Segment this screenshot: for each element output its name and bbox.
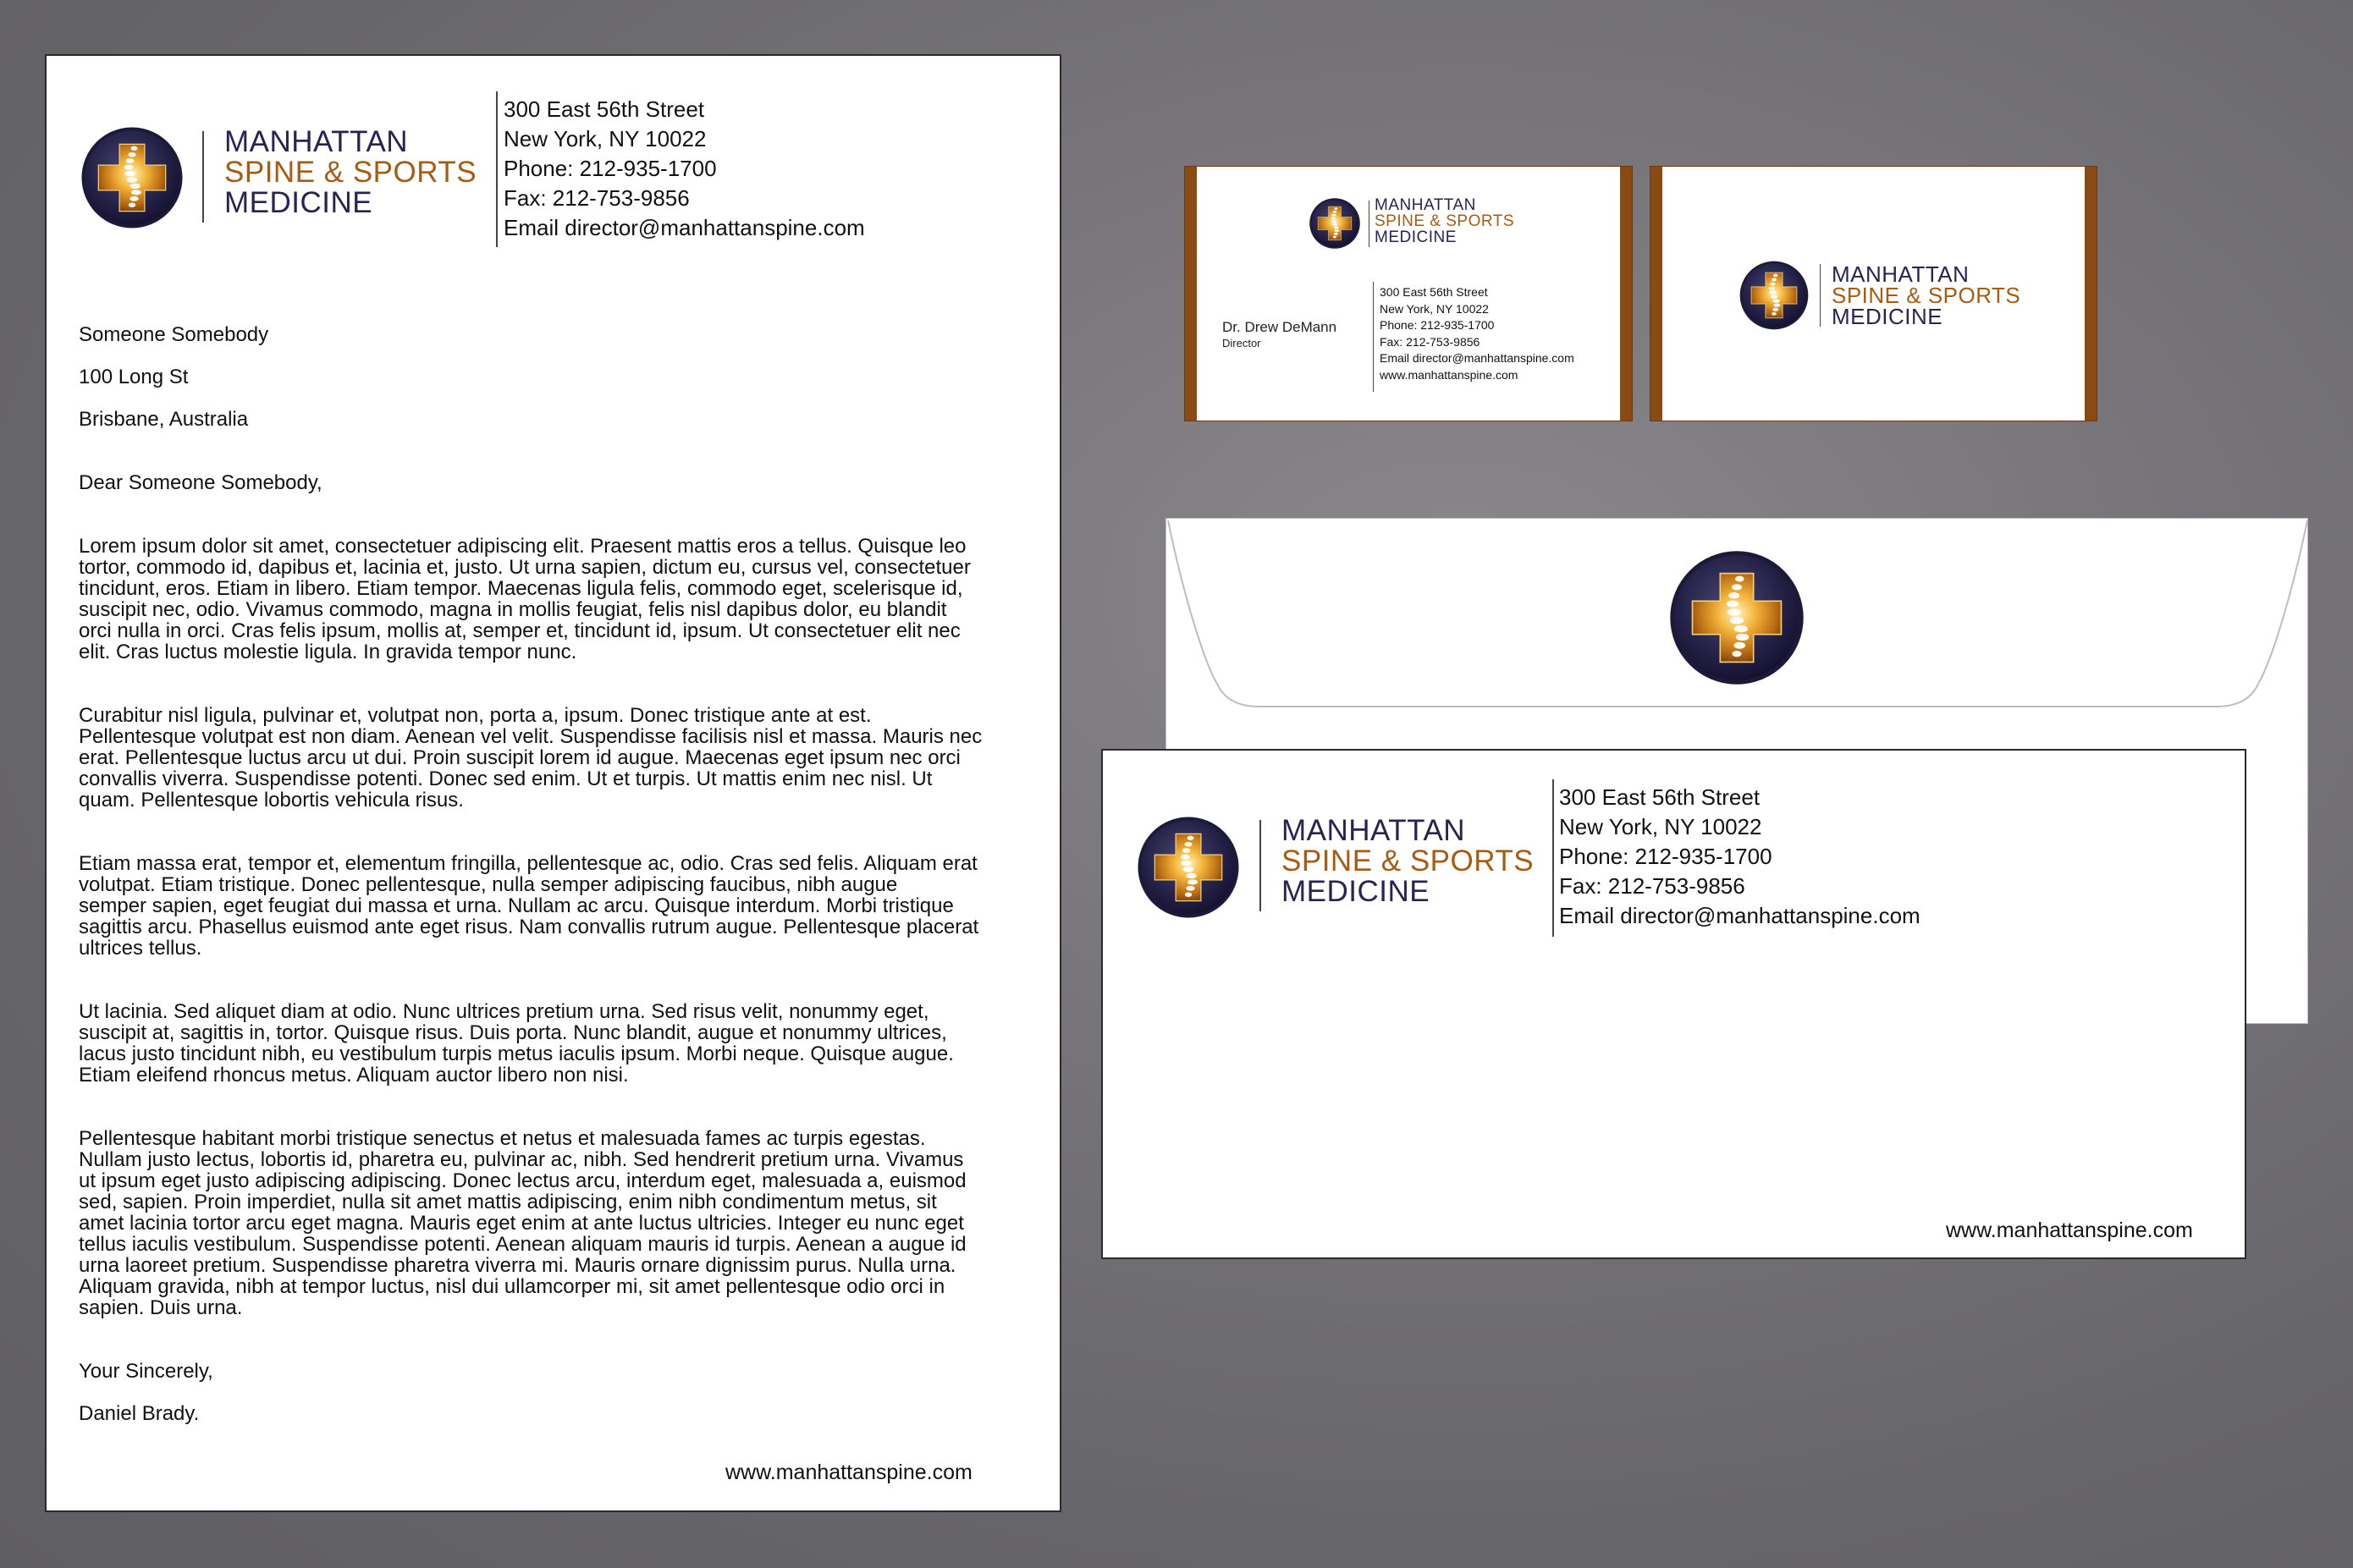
card-address-block [1380, 284, 1574, 383]
brand-line-1: MANHATTAN [224, 125, 409, 158]
logo-divider [1820, 264, 1821, 327]
street-address: 300 East 56th Street [1380, 285, 1488, 299]
fax-number: Fax: 212-753-9856 [504, 185, 690, 211]
phone-number: Phone: 212-935-1700 [1380, 318, 1495, 332]
website: www.manhattanspine.com [1380, 367, 1518, 382]
recipient-street: 100 Long St [79, 366, 189, 388]
spine-cross-logo-icon [1309, 197, 1361, 250]
street-address: 300 East 56th Street [504, 96, 705, 122]
signature: Daniel Brady. [79, 1402, 200, 1425]
brand-line-3: MEDICINE [224, 186, 373, 219]
recipient-name: Someone Somebody [79, 323, 269, 346]
brand-line-2: SPINE & SPORTS [1281, 845, 1535, 878]
paragraph: Ut lacinia. Sed aliquet diam at odio. Nunc ultrices pretium urna. Sed risus velit, nonummy eget, suscipit at, sagittis in, tortor. Quisque risus. Duis porta. Nunc blandit, augue et nonummy ultrices, lacus justo tincidunt nibh, eu vestibulum turpis metus iaculis ipsum. Morbi neque. Quisque augue. Etiam eleifend rhoncus metus. Aliquam auctor libero non nisi. [79, 1000, 954, 1087]
business-card-back [1650, 167, 2097, 421]
email-address: Email director@manhattanspine.com [504, 215, 865, 240]
envelope-address-block [1559, 783, 1920, 931]
city-address: New York, NY 10022 [504, 126, 707, 151]
logo-divider [1259, 820, 1261, 911]
fax-number: Fax: 212-753-9856 [1380, 334, 1480, 349]
person-name: Dr. Drew DeMann [1222, 319, 1337, 335]
logo-divider [202, 131, 204, 223]
recipient-city: Brisbane, Australia [79, 408, 249, 431]
paragraph: Lorem ipsum dolor sit amet, consectetuer adipiscing elit. Praesent mattis eros a tellus. Quisque leo tortor, commodo id, dapibus et, lacinia et, justo. Ut urna sapien, dictum eu, cursus vel, consectetuer tincidunt, eros. Etiam in libero. Etiam tempor. Maecenas ligula felis, commodo eget, scelerisque id, suscipit nec, odio. Vivamus commodo, magna in mollis feugiat, felis nisl dapibus dolor, eu blandit orci nulla in orci. Cras felis ipsum, mollis at, semper et, tincidunt id, ipsum. Ut consectetuer elit nec elit. Cras luctus molestie ligula. In gravida tempor nunc. [79, 535, 971, 663]
business-card-front [1185, 167, 1632, 421]
spine-cross-logo-icon [1667, 548, 1806, 687]
letterhead-website: www.manhattanspine.com [725, 1461, 973, 1484]
letterhead-address-block [504, 95, 865, 243]
closing: Your Sincerely, [79, 1360, 213, 1383]
phone-number: Phone: 212-935-1700 [1559, 844, 1772, 869]
address-divider [1373, 282, 1374, 392]
city-address: New York, NY 10022 [1559, 814, 1762, 839]
spine-cross-logo-icon [80, 125, 185, 230]
city-address: New York, NY 10022 [1380, 301, 1489, 316]
street-address: 300 East 56th Street [1559, 784, 1761, 810]
email-address: Email director@manhattanspine.com [1559, 903, 1920, 928]
brand-line-3: MEDICINE [1375, 228, 1457, 246]
brand-line-1: MANHATTAN [1832, 261, 1970, 287]
envelope-website: www.manhattanspine.com [1946, 1219, 2193, 1242]
email-address: Email director@manhattanspine.com [1380, 351, 1574, 365]
brand-line-2: SPINE & SPORTS [1375, 212, 1515, 230]
paragraph: Etiam massa erat, tempor et, elementum fringilla, pellentesque ac, odio. Cras sed felis. Aliquam erat volutpat. Etiam tristique. Donec pellentesque, nulla semper adipiscing faucibus, nibh augue semper sapien, eget feugiat dui massa et urna. Nullam ac arcu. Quisque interdum. Morbi tristique sagittis arcu. Phasellus euismod ante eget risus. Nam convallis rutrum augue. Pellentesque placerat ultrices tellus. [79, 852, 979, 960]
paragraph: Pellentesque habitant morbi tristique senectus et netus et malesuada fames ac turpis egestas. Nullam justo lectus, lobortis id, pharetra eu, pulvinar ac, nibh. Sed hendrerit pretium urna. Vivamus ut ipsum eget justo adipiscing adipiscing. Donec lectus arcu, interdum eget, malesuada a, euismod sed, sapien. Proin imperdiet, nulla sit amet mattis adipiscing, enim nibh condimentum metus, sit amet lacinia tortor arcu eget magna. Mauris eget enim at ante luctus ultricies. Integer eu nunc eget tellus iaculis vestibulum. Suspendisse potenti. Aenean aliquam mauris id turpis. Aenean a augue id urna laoreet pretium. Suspendisse pharetra viverra mi. Mauris ornare dignissim purus. Nulla urna. Aliquam gravida, nibh at tempor luctus, nisl dui ullamcorper mi, sit amet pellentesque odio orci in sapien. Duis urna. [79, 1127, 967, 1319]
letter-body [79, 303, 1035, 1445]
envelope-front [1101, 749, 2246, 1259]
spine-cross-logo-icon [1739, 260, 1810, 331]
brand-line-3: MEDICINE [1281, 875, 1430, 908]
phone-number: Phone: 212-935-1700 [504, 156, 717, 181]
brand-line-2: SPINE & SPORTS [1832, 283, 2021, 308]
brand-line-1: MANHATTAN [1281, 814, 1466, 847]
spine-cross-logo-icon [1136, 815, 1241, 920]
person-title: Director [1222, 337, 1261, 349]
brand-line-2: SPINE & SPORTS [224, 156, 477, 189]
address-divider [1552, 779, 1554, 937]
brand-line-1: MANHATTAN [1375, 196, 1476, 214]
address-divider [496, 91, 498, 247]
letterhead-sheet [45, 54, 1061, 1512]
fax-number: Fax: 212-753-9856 [1559, 873, 1745, 899]
salutation: Dear Someone Somebody, [79, 471, 322, 494]
brand-line-3: MEDICINE [1832, 304, 1943, 329]
paragraph: Curabitur nisl ligula, pulvinar et, volutpat non, porta a, ipsum. Donec tristique ante at est. Pellentesque volutpat est non diam. Aenean vel velit. Suspendisse facilisis nisl et massa. Mauris nec erat. Pellentesque luctus arcu ut dui. Proin suscipit lorem id augue. Maecenas eget ipsum nec orci convallis viverra. Suspendisse potenti. Donec sed enim. Ut et turpis. Ut mattis enim nec nisl. Ut quam. Pellentesque lobortis vehicula risus. [79, 704, 983, 812]
